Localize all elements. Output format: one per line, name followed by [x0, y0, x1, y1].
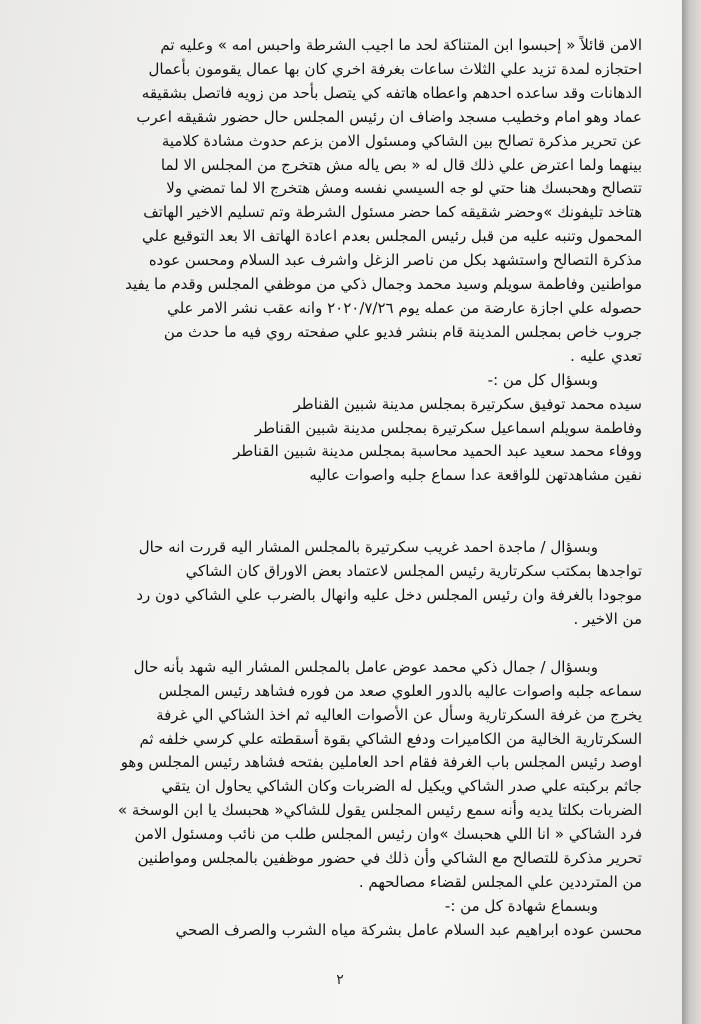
page-number: ٢: [336, 972, 344, 988]
witness-line: محسن عوده ابراهيم عبد السلام عامل بشركة مياه الشرب والصرف الصحي: [175, 920, 642, 939]
witness-line: سيده محمد توفيق سكرتيرة بمجلس مدينة شبين القناطر: [293, 394, 642, 413]
text-line: هتاخد تليفونك »وحضر شقيقه كما حضر مسئول الشرطة وتم تسليم الاخير الهاتف: [143, 203, 642, 222]
text-line: المحمول وتنبه عليه من قبل رئيس المجلس بعدم اعادة الهاتف الا بعد التوقيع علي: [142, 227, 642, 246]
text-line: مذكرة التصالح واستشهد بكل من ناصر الزغل واشرف عبد السلام ومحسن عوده: [148, 251, 642, 270]
paragraph-2: [50, 536, 642, 632]
text-line: من المترددين علي المجلس لقضاء مصالحهم .: [358, 873, 642, 891]
witness-line: نفين مشاهدتهن للواقعة عدا سماع جلبه واصوات عاليه: [309, 466, 642, 485]
spacer: [50, 632, 642, 656]
text-line: جاثم بركبته علي صدر الشاكي ويكيل له الضربات وكان الشاكي يحاول ان يتقي: [161, 777, 642, 796]
text-line: الامن قائلاً « إحبسوا ابن المتناكة لحد ما اجيب الشرطة واحبس امه » وعليه تم: [160, 36, 642, 54]
paragraph-1: [50, 34, 642, 369]
text-line: عن تحرير مذكرة تصالح بين الشاكي ومسئول الامن بزعم حدوث مشادة كلامية: [161, 131, 642, 150]
background-edge: [682, 0, 701, 1024]
text-line: وبسؤال / جمال ذكي محمد عوض عامل بالمجلس المشار اليه شهد بأنه حال: [133, 657, 598, 676]
witnesses-intro: وبسماع شهادة كل من :-: [444, 896, 598, 915]
text-line: اوصد رئيس المجلس باب الغرفة فقام احد العاملين بفتحه فشاهد رئيس المجلس وهو: [120, 753, 642, 772]
text-line: جروب خاص بمجلس المدينة قام بنشر فديو علي صفحته روي فيه ما حدث من: [163, 322, 642, 341]
text-line: حصوله علي اجازة عارضة من عمله يوم ٢٠٢٠/٧/٢٦ وانه عقب نشر الامر علي: [167, 298, 642, 317]
spacer: [50, 488, 642, 536]
text-line: الضربات بكلتا يديه وأنه سمع رئيس المجلس يقول للشاكي« هحبسك يا ابن الوسخة »: [117, 801, 642, 820]
text-line: الدهانات وقد ساعده احدهم واعطاه هاتفه كي يتصل بأحد من زويه فاتصل بشقيقه: [141, 83, 642, 102]
text-line: تعدي عليه .: [570, 346, 642, 365]
text-line: تتصالح وهحبسك هنا حتي لو جه السيسي نفسه ومش هتخرج الا لما تمضي ولا: [166, 179, 642, 198]
text-line: من الاخير .: [573, 609, 642, 628]
text-line: تواجدها بمكتب سكرتارية رئيس المجلس لاعتماد بعض الاوراق كان الشاكي: [185, 562, 642, 581]
text-line: بينهما ولما اعترض علي ذلك قال له « بص ياله مش هتخرج من المجلس الا لما: [160, 155, 642, 174]
witnesses-list-1: [50, 369, 642, 489]
text-line: موجودا بالغرفة وان رئيس المجلس دخل عليه وانهال بالضرب علي الشاكي دون رد: [136, 586, 642, 605]
text-line: فرد الشاكي « انا اللي هحبسك »وان رئيس المجلس طلب من نائب ومسئول الامن: [134, 825, 642, 844]
witness-line: وفاطمة سويلم اسماعيل سكرتيرة بمجلس مدينة شبين القناطر: [254, 418, 642, 437]
text-line: مواطنين وفاطمة سويلم وسيد محمد وجمال ذكي من موظفي المجلس وقدم ما يفيد: [125, 275, 642, 294]
text-line: سماعه جلبه واصوات عاليه بالدور العلوي صعد من فوره فشاهد رئيس المجلس: [158, 681, 642, 700]
text-line: عماد وهو امام وخطيب مسجد واضاف ان رئيس المجلس حال حضور شقيقه اعرب: [136, 107, 642, 126]
text-line: يخرج من غرفة السكرتارية وسأل عن الأصوات العاليه ثم اخذ الشاكي الي غرفة: [156, 705, 642, 724]
text-line: احتجازه لمدة تزيد علي الثلاث ساعات بغرفة اخري كان بها عمال يقومون بأعمال: [148, 59, 642, 78]
text-line: السكرتارية الخالية من الكاميرات ودفع الشاكي بقوة أسقطته علي كرسي خلفه ثم: [139, 729, 642, 748]
paragraph-3: [50, 656, 642, 895]
witnesses-intro: وبسؤال كل من :-: [487, 370, 598, 389]
document-body: [50, 34, 642, 943]
witness-line: ووفاء محمد سعيد عبد الحميد محاسبة بمجلس مدينة شبين القناطر: [233, 442, 642, 461]
text-line: تحرير مذكرة للتصالح مع الشاكي وأن ذلك في حضور موظفين بالمجلس ومواطنين: [137, 849, 642, 868]
witnesses-list-2: [50, 895, 642, 943]
text-line: وبسؤال / ماجدة احمد غريب سكرتيرة بالمجلس المشار اليه قررت انه حال: [138, 538, 598, 557]
